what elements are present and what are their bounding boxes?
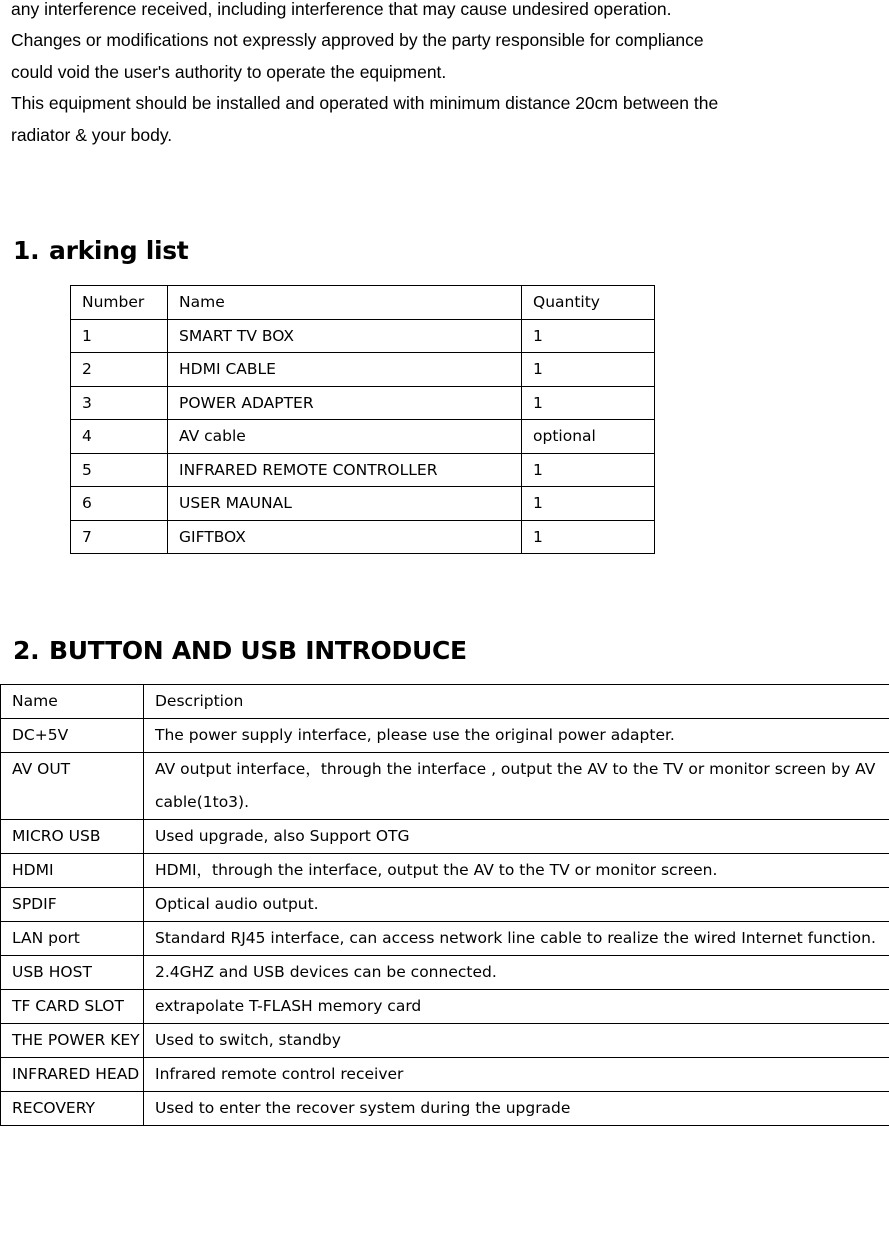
- cell-description: Optical audio output.: [144, 888, 889, 922]
- table-row: [71, 453, 655, 487]
- cell-description: AV output interface，through the interface , output the AV to the TV or monitor screen by AV cable(1to3).: [144, 753, 889, 820]
- cell-quantity: 1: [522, 319, 655, 353]
- cell-name: AV OUT: [1, 753, 144, 820]
- header-quantity: Quantity: [522, 286, 655, 320]
- cell-name: LAN port: [1, 922, 144, 956]
- cell-description: Infrared remote control receiver: [144, 1058, 889, 1092]
- cell-name: MICRO USB: [1, 820, 144, 854]
- cell-description: The power supply interface, please use the original power adapter.: [144, 719, 889, 753]
- section-title: BUTTON AND USB INTRODUCE: [49, 636, 467, 665]
- cell-description: Standard RJ45 interface, can access network line cable to realize the wired Internet function.: [144, 922, 889, 956]
- packing-list-table: [70, 285, 655, 554]
- cell-number: 7: [71, 520, 168, 554]
- header-name: Name: [168, 286, 522, 320]
- section-number: 1.: [13, 236, 40, 265]
- cell-quantity: 1: [522, 520, 655, 554]
- cell-number: 2: [71, 353, 168, 387]
- cell-quantity: 1: [522, 487, 655, 521]
- intro-line: Changes or modifications not expressly approved by the party responsible for compliance: [11, 30, 704, 51]
- table-row: [1, 1024, 889, 1058]
- section-number: 2.: [13, 636, 40, 665]
- button-usb-heading: [13, 636, 467, 666]
- cell-name: GIFTBOX: [168, 520, 522, 554]
- table-row: [1, 956, 889, 990]
- table-row: [1, 922, 889, 956]
- cell-number: 4: [71, 420, 168, 454]
- table-row: [71, 353, 655, 387]
- table-row: [1, 888, 889, 922]
- cell-name: SMART TV BOX: [168, 319, 522, 353]
- packing-list-heading: [13, 236, 188, 266]
- table-row: [1, 820, 889, 854]
- cell-name: TF CARD SLOT: [1, 990, 144, 1024]
- table-row: [71, 487, 655, 521]
- cell-number: 3: [71, 386, 168, 420]
- cell-description: Used to switch, standby: [144, 1024, 889, 1058]
- cell-name: RECOVERY: [1, 1092, 144, 1126]
- table-header-row: [71, 286, 655, 320]
- table-row: [71, 386, 655, 420]
- table-row: [71, 520, 655, 554]
- button-usb-table: [0, 684, 889, 1126]
- cell-description: HDMI，through the interface, output the AV to the TV or monitor screen.: [144, 854, 889, 888]
- cell-name: DC+5V: [1, 719, 144, 753]
- cell-name: POWER ADAPTER: [168, 386, 522, 420]
- intro-line: radiator & your body.: [11, 124, 173, 145]
- intro-line: any interference received, including interference that may cause undesired operation.: [11, 0, 672, 19]
- intro-line: This equipment should be installed and operated with minimum distance 20cm between the: [11, 93, 719, 114]
- cell-number: 1: [71, 319, 168, 353]
- cell-name: HDMI CABLE: [168, 353, 522, 387]
- table-row: [1, 1092, 889, 1126]
- section-title: arking list: [49, 236, 189, 265]
- table-row: [1, 854, 889, 888]
- table-header-row: [1, 685, 889, 719]
- header-number: Number: [71, 286, 168, 320]
- intro-line: could void the user's authority to operate the equipment.: [11, 61, 447, 82]
- cell-name: USB HOST: [1, 956, 144, 990]
- cell-quantity: 1: [522, 453, 655, 487]
- cell-name: INFRARED HEAD: [1, 1058, 144, 1092]
- table-row: [1, 753, 889, 820]
- table-row: [71, 420, 655, 454]
- cell-quantity: 1: [522, 353, 655, 387]
- cell-name: HDMI: [1, 854, 144, 888]
- cell-quantity: 1: [522, 386, 655, 420]
- cell-number: 5: [71, 453, 168, 487]
- cell-quantity: optional: [522, 420, 655, 454]
- table-row: [1, 990, 889, 1024]
- cell-description: 2.4GHZ and USB devices can be connected.: [144, 956, 889, 990]
- cell-description: Used to enter the recover system during the upgrade: [144, 1092, 889, 1126]
- cell-name: INFRARED REMOTE CONTROLLER: [168, 453, 522, 487]
- table-row: [1, 719, 889, 753]
- intro-paragraph: [11, 0, 881, 151]
- header-name: Name: [1, 685, 144, 719]
- cell-number: 6: [71, 487, 168, 521]
- cell-name: AV cable: [168, 420, 522, 454]
- cell-name: SPDIF: [1, 888, 144, 922]
- cell-name: USER MAUNAL: [168, 487, 522, 521]
- table-row: [71, 319, 655, 353]
- header-description: Description: [144, 685, 889, 719]
- cell-description: Used upgrade, also Support OTG: [144, 820, 889, 854]
- table-row: [1, 1058, 889, 1092]
- cell-description: extrapolate T-FLASH memory card: [144, 990, 889, 1024]
- cell-name: THE POWER KEY: [1, 1024, 144, 1058]
